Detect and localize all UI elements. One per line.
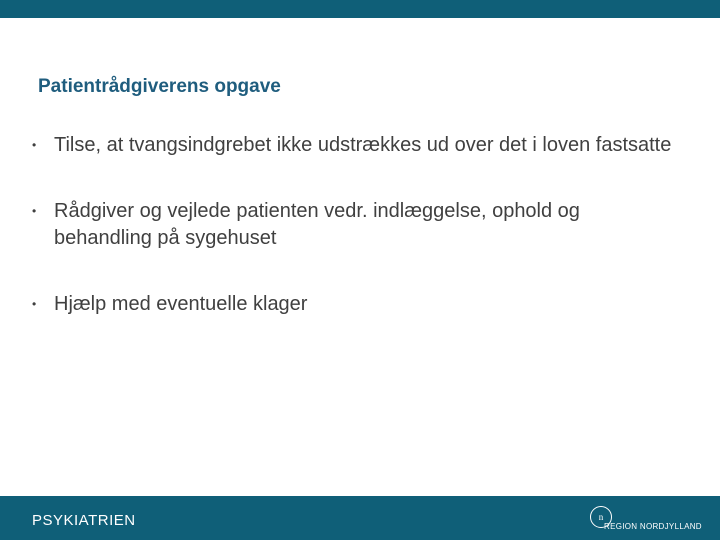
bullet-item	[32, 291, 672, 318]
region-nordjylland-label: REGION NORDJYLLAND	[604, 522, 702, 531]
bullet-text: Hjælp med eventuelle klager	[54, 293, 308, 315]
region-logo	[586, 502, 716, 536]
top-bar	[0, 0, 720, 18]
bullet-marker: •	[32, 297, 37, 311]
bullet-marker: •	[32, 204, 37, 218]
slide-title: Patientrådgiverens opgave	[38, 76, 281, 97]
bullet-item	[32, 132, 672, 159]
bullet-marker: •	[32, 138, 37, 152]
bullet-list	[32, 132, 672, 357]
footer-bar	[0, 496, 720, 540]
bullet-text: Tilse, at tvangsindgrebet ikke udstrækkes ud over det i loven fastsatte	[54, 134, 672, 156]
footer-psykiatrien-label: PSYKIATRIEN	[32, 512, 136, 529]
bullet-item	[32, 198, 672, 252]
bullet-text: Rådgiver og vejlede patienten vedr. indlæggelse, ophold og behandling på sygehuset	[54, 200, 580, 249]
region-logo-icon: n	[590, 506, 612, 528]
